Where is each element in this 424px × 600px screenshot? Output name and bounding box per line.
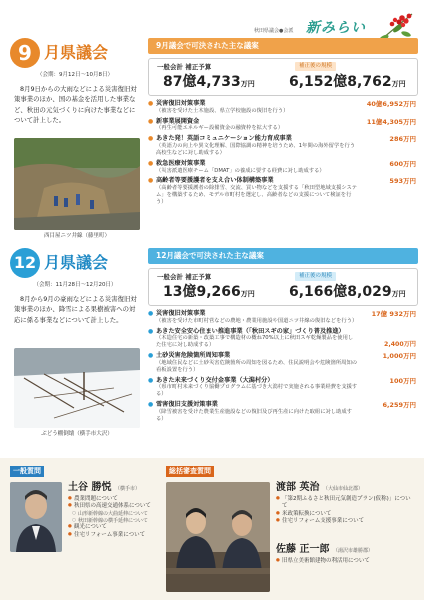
questioner-name: 土谷 勝悦 （横手市） <box>68 482 140 493</box>
bill-list <box>148 310 418 423</box>
question-topics <box>276 558 416 565</box>
session-summary: 8月9日からの大雨などによる災害復旧対策事業のほか、国の基金を活用した事業など、秋田の元気づくりに向けた事業などについて計上した。 <box>14 85 137 124</box>
topic-item: ● 旧県立美術館建物の利活用について <box>276 558 416 565</box>
portrait-tsuchiya <box>10 482 62 552</box>
questioner-name: 渡部 英治 （大仙市仙北郡） <box>276 482 363 493</box>
session-period: （会期：11月28日〜12月20日） <box>33 282 117 288</box>
session-period: （会期：9月12日〜10月8日） <box>37 72 113 78</box>
question-topics <box>276 496 416 526</box>
bill-item: ● 高齢者等要援護者を支え合い体制構築事業 593万円 （高齢者等要援護者の除排雪、交流、買い物などを支援する「秋田型地域支援システム」を構築するため、モデル市町村を選定し、高齢者などの支援について検証を行う） <box>148 177 418 205</box>
session-summary: 8月から9月の豪雨などによる災害復旧対策事業のほか、降雪による果樹被害への対応に係る事業などについて計上した。 <box>14 295 137 324</box>
session-december <box>6 248 418 454</box>
topic-item: ● 米政策転換について <box>276 511 416 518</box>
photo-caption: 西目屋ニツ井線（藤里町） <box>43 233 110 239</box>
revised-amount: 6,166億8,029万円 <box>289 284 406 300</box>
revised-label: 補正後の規模 <box>295 62 336 71</box>
budget-box <box>148 58 418 96</box>
bill-item: ● 新事業展開資金 11億4,305万円 （再生可能エネルギー設備資金の融資枠を拡大する） <box>148 118 418 133</box>
topic-subitem: ○ 山形新幹線の大曲延伸について <box>68 511 158 518</box>
panel-title: 12月議会で可決された主な議案 <box>148 248 418 264</box>
bill-item: ● あきた安全安心住まい推進事業（「秋田スギの家」づくり普及推進） （木造住宅の新築・改築工事で構造材の概ね70%以上に秋田スギ乾燥製品を使用した住宅に対し助成する） 2,400万円 <box>148 328 418 350</box>
bills-panel <box>148 248 418 426</box>
general-question-tag: 一般質問 <box>10 466 44 477</box>
month-badge <box>6 38 144 68</box>
collapsed-trellis-photo <box>14 348 140 428</box>
month-number: 12 <box>10 248 40 278</box>
question-topics <box>68 496 158 539</box>
bill-item: ● 災害復旧対策事業 17億 932万円 （被害を受けた市町村営などの農地・農業用施設や国道ニツ井線の復旧などを行う） <box>148 310 418 325</box>
topic-item: ● 住宅リフォーム支援事業について <box>276 518 416 525</box>
topic-item: ● 「第2期ふるさと秋田元気創造プラン(仮称)」について <box>276 496 416 511</box>
bill-item: ● 災害復旧対策事業 40億6,952万円 （被害を受けた土木施設、県立学校施設の復旧を行う） <box>148 100 418 115</box>
topic-item: ● 農業問題について <box>68 496 158 503</box>
month-title: 月県議会 <box>44 253 109 272</box>
budget-amount: 13億9,266万円 <box>163 284 255 300</box>
questions-section <box>0 458 424 600</box>
bill-list <box>148 100 418 206</box>
panel-title: 9月議会で可決された主な議案 <box>148 38 418 54</box>
comprehensive-question-tag: 総括審査質問 <box>166 466 214 477</box>
committee-photo <box>166 482 270 592</box>
topic-item: ● 住宅リフォーム事業について <box>68 532 158 539</box>
bill-item: ● 土砂災害危険箇所周知事業 1,000万円 （地域住民などに土砂災害危険箇所の周知を図るため、住民説明会や危険箇所周知の看板設置を行う） <box>148 352 418 374</box>
month-badge <box>6 248 144 278</box>
bill-item: ● 雪害復旧支援対策事業 6,259万円 （降雪被害を受けた農業生産施設などの復旧及び再生産に向けた取組に対し助成する） <box>148 401 418 423</box>
photo-caption: ぶどう棚倒壊（横手市大沢） <box>41 431 113 437</box>
bill-item: ● あきた発！英語コミュニケーション能力育成事業 286万円 （英語力の向上や異文化理解、国際協調の精神を培うため、1年間の海外留学を行う高校生などに対し助成する） <box>148 135 418 157</box>
budget-label: 一般会計 補正予算 <box>157 273 212 281</box>
questioner-name: 佐藤 正一郎 （湯沢市雄勝郡） <box>276 544 373 555</box>
bills-panel <box>148 38 418 209</box>
header-meta: 秋田県議会●会派 <box>254 28 294 34</box>
topic-subitem: ○ 秋田新幹線の横手延伸について <box>68 518 158 525</box>
bill-item: ● あきた未来づくり交付金事業（大潟村分） 100万円 （県市町村未来づくり協働プログラムに基づき大潟村で実施される事業経費を支援する） <box>148 377 418 399</box>
month-number: 9 <box>10 38 40 68</box>
revised-amount: 6,152億8,762万円 <box>289 74 406 90</box>
budget-box <box>148 268 418 306</box>
month-title: 月県議会 <box>44 43 109 62</box>
bill-item: ● 救急医療対策事業 600万円 （災害派遣医療チーム「DMAT」の養成に要する経費に対し助成する） <box>148 160 418 175</box>
masthead-title: 新みらい <box>306 20 366 36</box>
topic-item: ● 秋田県の高速交通体系について <box>68 503 158 510</box>
topic-item: ● 観光について <box>68 524 158 531</box>
revised-label: 補正後の規模 <box>295 272 336 281</box>
landslide-photo <box>14 138 140 230</box>
session-september <box>6 38 418 244</box>
budget-amount: 87億4,733万円 <box>163 74 255 90</box>
budget-label: 一般会計 補正予算 <box>157 63 212 71</box>
